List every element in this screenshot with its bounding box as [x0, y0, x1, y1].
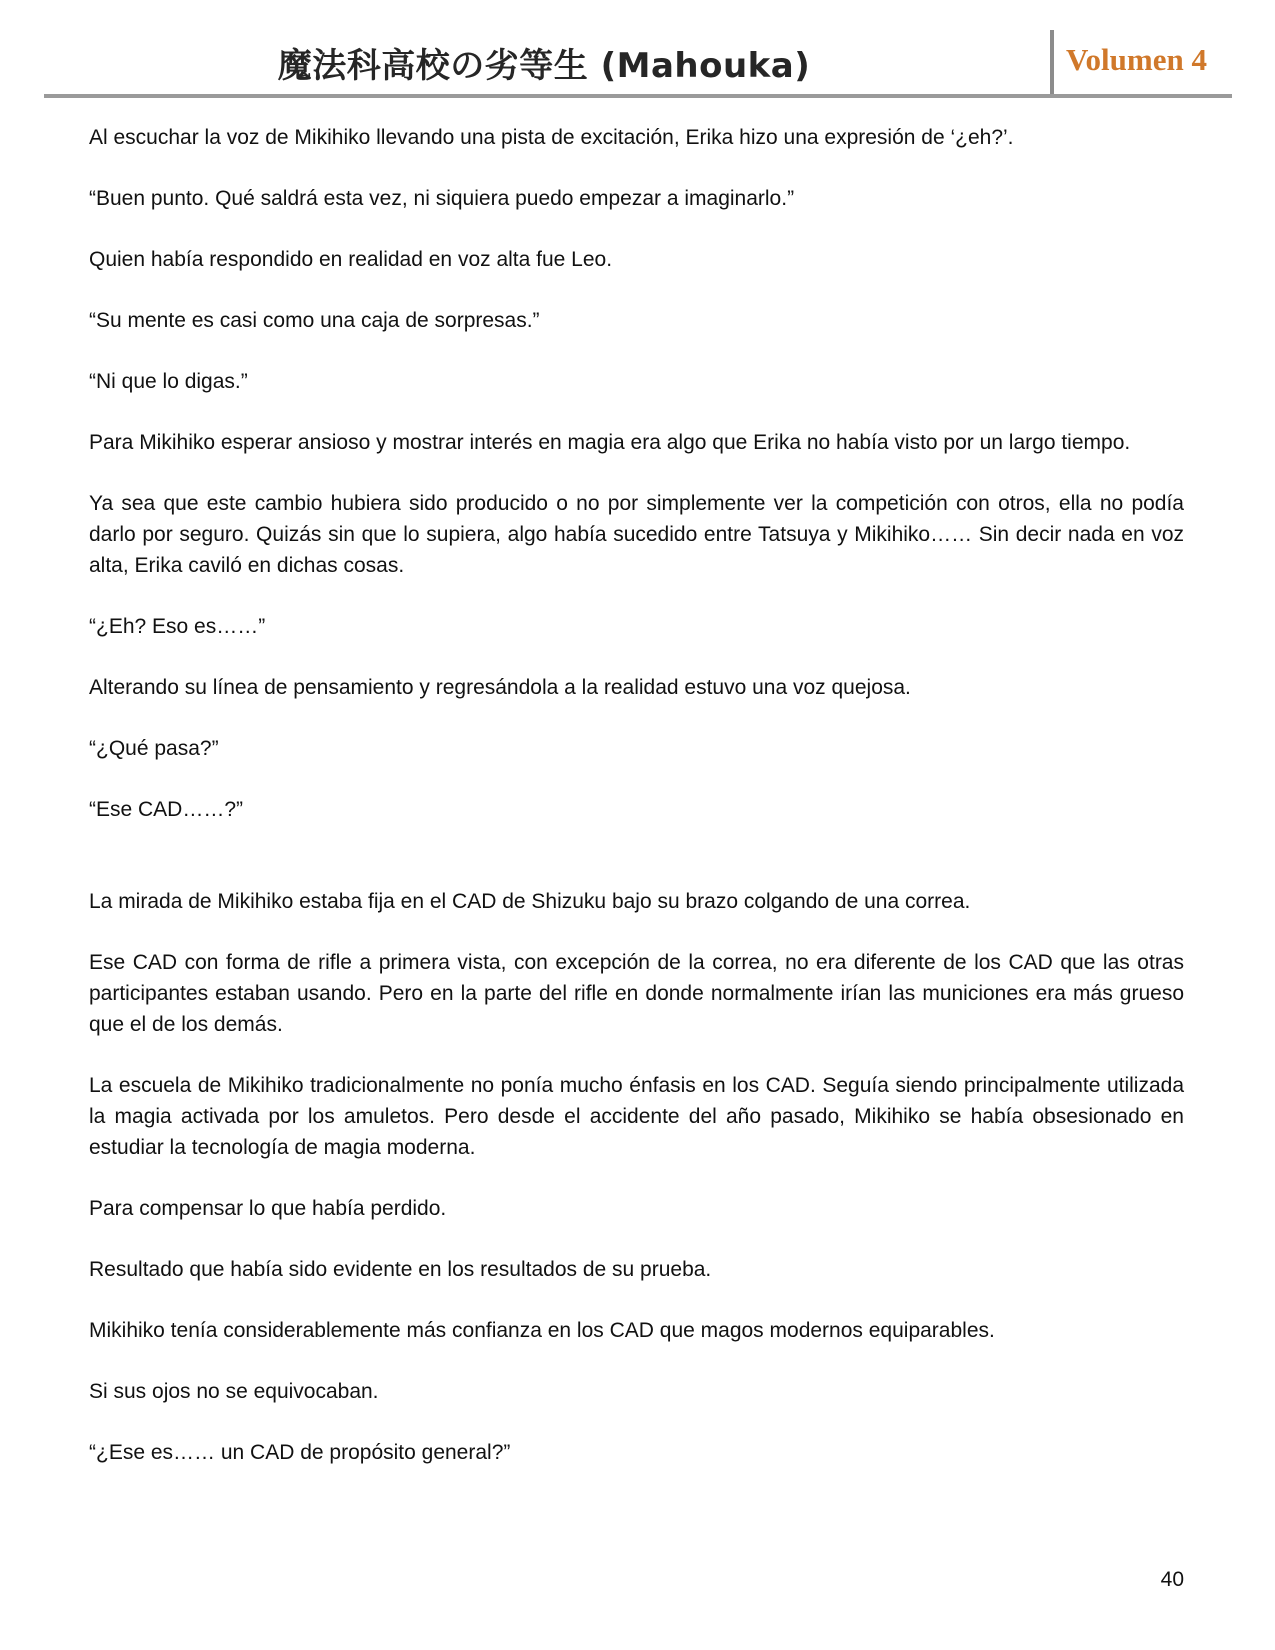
page-number: 40 — [1160, 1568, 1184, 1591]
paragraph: “¿Eh? Eso es……” — [89, 615, 266, 638]
paragraph: “¿Ese es…… un CAD de propósito general?” — [89, 1441, 511, 1464]
paragraph: “¿Qué pasa?” — [89, 737, 219, 760]
header-title: 魔法科高校の劣等生 (Mahouka) — [277, 46, 811, 86]
paragraph: La mirada de Mikihiko estaba fija en el CAD de Shizuku bajo su brazo colgando de una correa. — [89, 890, 971, 913]
paragraph: Ya sea que este cambio hubiera sido producido o no por simplemente ver la competición con otros, ella no podía darlo por seguro. Quizás sin que lo supiera, algo había sucedido entre Tatsuya y Mikihiko…… Sin decir nada en voz alta, Erika caviló en dichas cosas. — [89, 492, 1184, 577]
paragraph: Al escuchar la voz de Mikihiko llevando una pista de excitación, Erika hizo una expresión de ‘¿eh?’. — [89, 126, 1014, 149]
header-volume-label: Volumen 4 — [1066, 42, 1207, 77]
page-header — [44, 28, 1232, 98]
paragraph: Resultado que había sido evidente en los resultados de su prueba. — [89, 1258, 712, 1281]
paragraph: La escuela de Mikihiko tradicionalmente no ponía mucho énfasis en los CAD. Seguía siendo principalmente utilizada la magia activada por los amuletos. Pero desde el accidente del año pasado, Mikihiko se había obsesionado en estudiar la tecnología de magia moderna. — [89, 1074, 1184, 1159]
paragraph: Ese CAD con forma de rifle a primera vista, con excepción de la correa, no era diferente de los CAD que las otras participantes estaban usando. Pero en la parte del rifle en donde normalmente irían las municiones era más grueso que el de los demás. — [89, 951, 1184, 1036]
paragraph: “Su mente es casi como una caja de sorpresas.” — [89, 309, 540, 332]
paragraph: Alterando su línea de pensamiento y regresándola a la realidad estuvo una voz quejosa. — [89, 676, 911, 699]
paragraph: “Ni que lo digas.” — [89, 370, 248, 393]
page-body — [89, 122, 1184, 1498]
paragraph: Si sus ojos no se equivocaban. — [89, 1380, 379, 1403]
paragraph: Para Mikihiko esperar ansioso y mostrar interés en magia era algo que Erika no había visto por un largo tiempo. — [89, 431, 1131, 454]
paragraph: Mikihiko tenía considerablemente más confianza en los CAD que magos modernos equiparables. — [89, 1319, 995, 1342]
paragraph: “Ese CAD……?” — [89, 798, 244, 821]
header-divider — [1050, 30, 1054, 94]
paragraph: “Buen punto. Qué saldrá esta vez, ni siquiera puedo empezar a imaginarlo.” — [89, 187, 795, 210]
paragraph: Para compensar lo que había perdido. — [89, 1197, 447, 1220]
paragraph: Quien había respondido en realidad en voz alta fue Leo. — [89, 248, 613, 271]
